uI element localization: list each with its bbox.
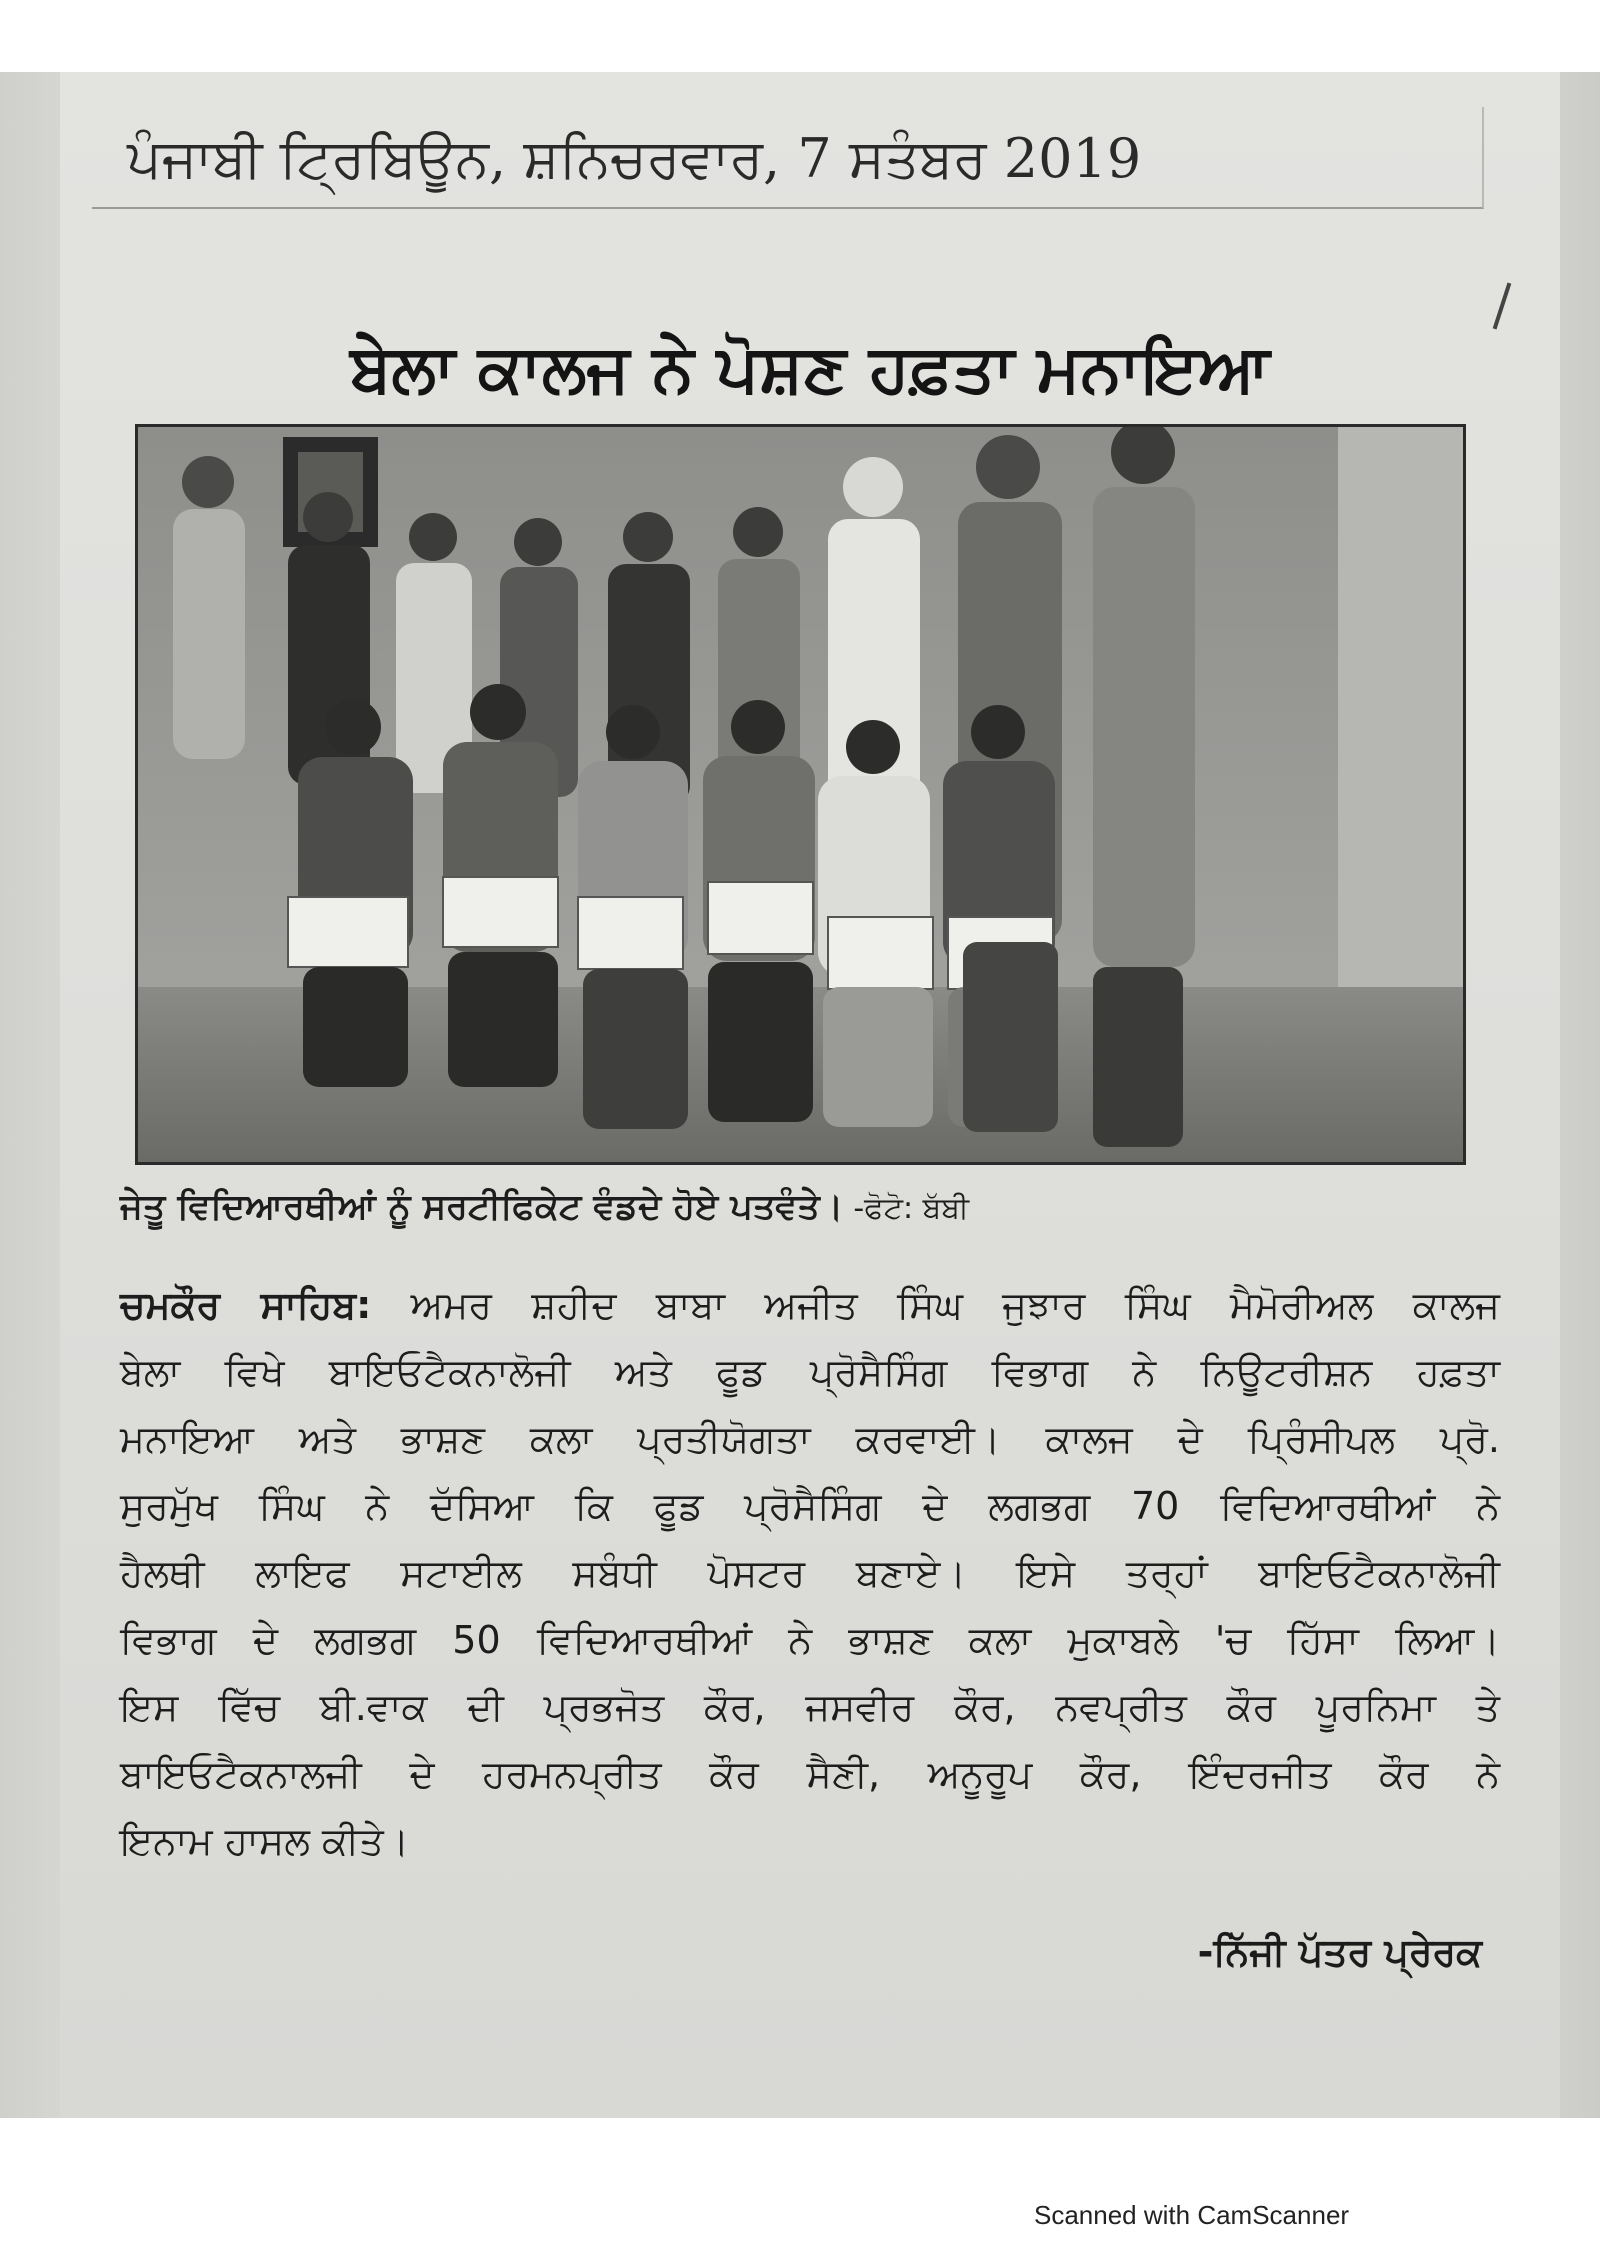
byline: -ਨਿੱਜੀ ਪੱਤਰ ਪ੍ਰੇਰਕ (1197, 1930, 1482, 1974)
caption-text: ਜੇਤੂ ਵਿਦਿਆਰਥੀਆਂ ਨੂੰ ਸਰਟੀਫਿਕੇਟ ਵੰਡਦੇ ਹੋਏ ਪਤਵੰਤੇ। (120, 1187, 844, 1227)
photo-credit: -ਫੋਟੋ: ਬੱਬੀ (853, 1191, 970, 1226)
article-line: ਹੈਲਥੀ ਲਾਇਫ ਸਟਾਈਲ ਸਬੰਧੀ ਪੋਸਟਰ ਬਣਾਏ। ਇਸੇ ਤਰ੍ਹਾਂ ਬਾਇਓਟੈਕਨਾਲੋਜੀ (120, 1551, 1500, 1595)
article-body (120, 1272, 1500, 1875)
article-line: ਬੇਲਾ ਵਿਖੇ ਬਾਇਓਟੈਕਨਾਲੋਜੀ ਅਤੇ ਫੂਡ ਪ੍ਰੋਸੈਸਿੰਗ ਵਿਭਾਗ ਨੇ ਨਿਊਟਰੀਸ਼ਨ ਹਫ਼ਤਾ (120, 1350, 1500, 1394)
photo-caption (120, 1187, 1500, 1227)
dateline: ਚਮਕੌਰ ਸਾਹਿਬ: (120, 1283, 372, 1327)
article-line: ਵਿਭਾਗ ਦੇ ਲਗਭਗ 50 ਵਿਦਿਆਰਥੀਆਂ ਨੇ ਭਾਸ਼ਣ ਕਲਾ ਮੁਕਾਬਲੇ 'ਚ ਹਿੱਸਾ ਲਿਆ। (120, 1618, 1500, 1662)
scanner-watermark: Scanned with CamScanner (1034, 2200, 1350, 2230)
headline: ਬੇਲਾ ਕਾਲਜ ਨੇ ਪੋਸ਼ਣ ਹਫ਼ਤਾ ਮਨਾਇਆ (350, 330, 1270, 407)
pen-mark (1493, 283, 1512, 330)
article-line: ਚਮਕੌਰ ਸਾਹਿਬ: ਅਮਰ ਸ਼ਹੀਦ ਬਾਬਾ ਅਜੀਤ ਸਿੰਘ ਜੁਝਾਰ ਸਿੰਘ ਮੈਮੋਰੀਅਲ ਕਾਲਜ (120, 1283, 1500, 1327)
masthead-text: ਪੰਜਾਬੀ ਟ੍ਰਿਬਿਊਨ, ਸ਼ਨਿਚਰਵਾਰ, 7 ਸਤੰਬਰ 2019 (127, 127, 1142, 190)
article-line: ਇਸ ਵਿੱਚ ਬੀ.ਵਾਕ ਦੀ ਪ੍ਰਭਜੋਤ ਕੌਰ, ਜਸਵੀਰ ਕੌਰ, ਨਵਪ੍ਰੀਤ ਕੌਰ ਪੂਰਨਿਮਾ ਤੇ (120, 1685, 1500, 1729)
article-line: ਮਨਾਇਆ ਅਤੇ ਭਾਸ਼ਣ ਕਲਾ ਪ੍ਰਤੀਯੋਗਤਾ ਕਰਵਾਈ। ਕਾਲਜ ਦੇ ਪ੍ਰਿੰਸੀਪਲ ਪ੍ਰੋ. (120, 1417, 1500, 1461)
group-photo (135, 424, 1466, 1165)
article-line: ਬਾਇਓਟੈਕਨਾਲਜੀ ਦੇ ਹਰਮਨਪ੍ਰੀਤ ਕੌਰ ਸੈਣੀ, ਅਨੂਰੂਪ ਕੌਰ, ਇੰਦਰਜੀਤ ਕੌਰ ਨੇ (120, 1752, 1500, 1796)
newspaper-clipping (60, 72, 1560, 2118)
article-line: ਇਨਾਮ ਹਾਸਲ ਕੀਤੇ। (120, 1819, 410, 1863)
masthead (92, 107, 1484, 209)
article-line: ਸੁਰਮੁੱਖ ਸਿੰਘ ਨੇ ਦੱਸਿਆ ਕਿ ਫੂਡ ਪ੍ਰੋਸੈਸਿੰਗ ਦੇ ਲਗਭਗ 70 ਵਿਦਿਆਰਥੀਆਂ ਨੇ (120, 1484, 1500, 1528)
